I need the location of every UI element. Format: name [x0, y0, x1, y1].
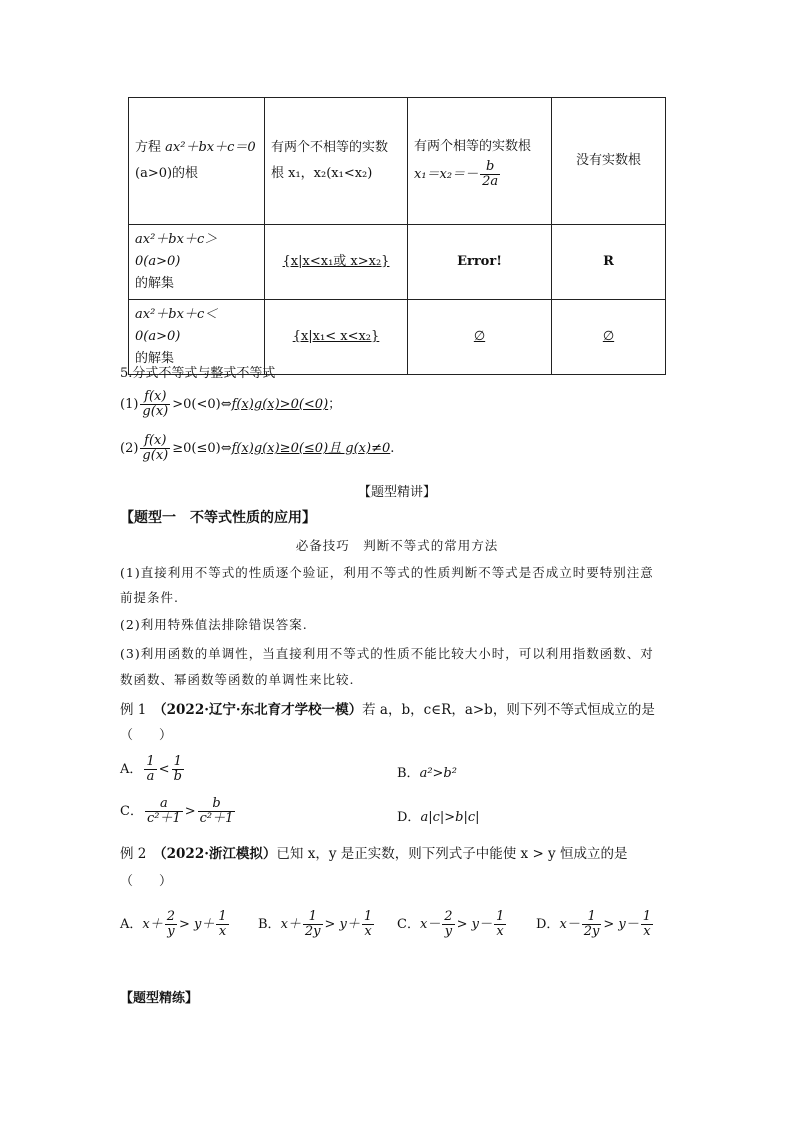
denominator: x — [643, 924, 651, 939]
table-cell-gt-double — [408, 225, 552, 300]
relation-text: ≥0(≤0)⇔ — [172, 441, 232, 456]
fraction — [198, 797, 236, 826]
numerator: 1 — [303, 910, 323, 925]
heading-type-one: 【题型一 不等式性质的应用】 — [120, 510, 316, 526]
operator: > — [184, 804, 196, 819]
cell-text: 的解集 — [135, 276, 175, 291]
denominator: g(x) — [142, 404, 169, 419]
heading-practice: 【题型精练】 — [120, 991, 199, 1006]
example-1-stem — [120, 698, 655, 718]
cell-math: ax²＋bx＋c＜0(a>0) — [135, 307, 218, 344]
fraction — [172, 755, 184, 784]
option-math: x－ — [419, 917, 441, 932]
table-cell-no-roots — [552, 98, 666, 225]
option-math: a²>b² — [419, 766, 457, 781]
skill-3-line-a: (3)利用函数的单调性，当直接利用不等式的性质不能比较大小时，可以利用指数函数、对 — [120, 646, 654, 661]
fraction — [442, 910, 454, 939]
denominator: x — [364, 924, 372, 939]
punctuation: ； — [328, 397, 342, 412]
cell-answer: ∅ — [602, 329, 615, 344]
numerator: a — [145, 797, 183, 812]
numerator: 2 — [166, 909, 176, 924]
fraction — [140, 434, 170, 463]
cell-answer: R — [603, 254, 614, 269]
denominator: x — [496, 924, 504, 939]
cell-text: 没有实数根 — [575, 153, 641, 168]
relation-text: >0(<0)⇔ — [172, 397, 232, 412]
option-math: a|c|>b|c| — [420, 810, 480, 825]
example-2-option-c — [397, 910, 508, 939]
example-1-option-b — [397, 762, 457, 781]
numerator: 1 — [172, 755, 184, 770]
option-math: > y＋ — [324, 917, 360, 932]
numerator: b — [480, 160, 500, 175]
option-math: > y＋ — [179, 917, 215, 932]
item-number: (2) — [120, 441, 139, 456]
table-cell-gt-none — [552, 225, 666, 300]
option-math: > y－ — [603, 917, 639, 932]
table-cell-double-root — [408, 98, 552, 225]
option-math: > y－ — [456, 917, 492, 932]
cell-answer: Error! — [457, 254, 502, 269]
fraction — [494, 910, 506, 939]
option-label: C． — [397, 917, 420, 932]
skill-1-line-a: (1)直接利用不等式的性质逐个验证，利用不等式的性质判断不等式是否成立时要特别注意 — [120, 565, 654, 580]
denominator: y — [444, 924, 453, 939]
option-label: A． — [120, 762, 143, 777]
option-math: x＋ — [280, 917, 301, 932]
denominator: 2a — [482, 173, 499, 189]
heading-question-types: 【题型精讲】 — [357, 485, 436, 500]
section-5-title: 5.分式不等式与整式不等式 — [120, 366, 276, 381]
example-stem: 已知 x，y 是正实数，则下列式子中能使 x > y 恒成立的是 — [276, 846, 628, 862]
cell-text: 的解集 — [135, 351, 175, 366]
example-1-option-a — [120, 755, 186, 784]
denominator: y — [167, 924, 175, 939]
numerator: 1 — [495, 909, 505, 924]
fraction — [144, 755, 156, 784]
option-label: B． — [397, 766, 420, 781]
cell-text: 方程 — [135, 140, 162, 155]
item-number: (1) — [120, 397, 139, 412]
table-row — [129, 225, 666, 300]
numerator: 1 — [642, 909, 652, 924]
example-source: （2022·浙江模拟） — [159, 846, 277, 862]
fraction — [641, 910, 653, 939]
option-label: B． — [258, 917, 281, 932]
numerator: 2 — [444, 909, 453, 924]
cell-answer: {x|x₁< x<x₂} — [292, 329, 380, 344]
numerator: f(x) — [140, 434, 170, 449]
example-2-stem — [120, 842, 627, 862]
option-label: A． — [120, 917, 143, 932]
fraction — [165, 910, 177, 939]
section-5-line-1 — [120, 390, 341, 419]
cell-answer: {x|x<x₁或 x>x₂} — [282, 254, 390, 269]
fraction — [303, 910, 323, 939]
example-1-option-c — [120, 797, 237, 826]
example-label: 例 2 — [120, 846, 160, 862]
denominator: 2y — [304, 924, 321, 939]
denominator: a — [146, 769, 155, 784]
denominator: g(x) — [142, 448, 169, 463]
skill-title: 必备技巧 判断不等式的常用方法 — [295, 538, 499, 553]
example-source: （2022·辽宁·东北育才学校一模） — [159, 702, 363, 718]
skill-3-line-b: 数函数、幂函数等函数的单调性来比较. — [120, 672, 355, 687]
numerator: 1 — [146, 754, 155, 769]
option-math: x＋ — [142, 917, 163, 932]
table-row — [129, 98, 666, 225]
cell-text: 有两个相等的实数根 — [414, 138, 532, 154]
option-math: x－ — [559, 917, 580, 932]
numerator: f(x) — [140, 390, 170, 405]
fraction — [216, 910, 228, 939]
cell-text: (a>0)的根 — [135, 166, 199, 181]
table-cell-lt-double — [408, 300, 552, 375]
quadratic-inequality-table — [128, 97, 666, 375]
section-5-line-2 — [120, 434, 394, 463]
cell-text: 有两个不相等的实数 — [271, 140, 389, 155]
example-2-option-b — [258, 910, 376, 939]
fraction — [582, 910, 602, 939]
denominator: 2y — [583, 924, 600, 939]
denominator: c²＋1 — [146, 811, 181, 826]
example-label: 例 1 — [120, 702, 160, 718]
table-cell-lt-distinct — [265, 300, 408, 375]
table-cell-gt-label — [129, 225, 265, 300]
cell-math: ax²＋bx＋c＞0(a>0) — [135, 232, 218, 269]
operator: < — [158, 762, 170, 777]
fraction — [480, 160, 500, 189]
fraction — [140, 390, 170, 419]
punctuation: . — [390, 441, 395, 456]
option-label: D． — [536, 917, 560, 932]
example-1-paren: （ ） — [120, 728, 173, 743]
cell-answer: ∅ — [473, 329, 486, 344]
cell-text: 根 x₁，x₂(x₁<x₂) — [271, 166, 373, 181]
numerator: 1 — [218, 909, 227, 924]
denominator: b — [173, 769, 182, 784]
table-cell-lt-none — [552, 300, 666, 375]
cell-math: ax²＋bx＋c＝0 — [165, 140, 256, 155]
answer-underlined: f(x)g(x)≥0(≤0)且 g(x)≠0 — [231, 441, 391, 456]
numerator: 1 — [363, 909, 373, 924]
fraction — [362, 910, 374, 939]
table-cell-gt-distinct — [265, 225, 408, 300]
example-2-option-d — [536, 910, 655, 939]
fraction — [145, 797, 183, 826]
skill-1-line-b: 前提条件. — [120, 590, 179, 605]
skill-2: (2)利用特殊值法排除错误答案. — [120, 617, 308, 632]
example-1-option-d — [397, 806, 479, 825]
answer-underlined: f(x)g(x)>0(<0) — [231, 397, 329, 412]
example-2-paren: （ ） — [120, 874, 173, 889]
example-2-option-a — [120, 910, 231, 939]
table-cell-equation-roots — [129, 98, 265, 225]
example-stem: 若 a，b，c∈R，a>b，则下列不等式恒成立的是 — [362, 702, 655, 718]
numerator: 1 — [582, 910, 602, 925]
table-cell-two-distinct-roots — [265, 98, 408, 225]
cell-math: x₁＝x₂＝－ — [414, 166, 479, 182]
denominator: c²＋1 — [199, 811, 234, 826]
option-label: D． — [397, 810, 421, 825]
option-label: C． — [120, 804, 143, 819]
denominator: x — [218, 924, 227, 939]
numerator: b — [198, 797, 236, 812]
